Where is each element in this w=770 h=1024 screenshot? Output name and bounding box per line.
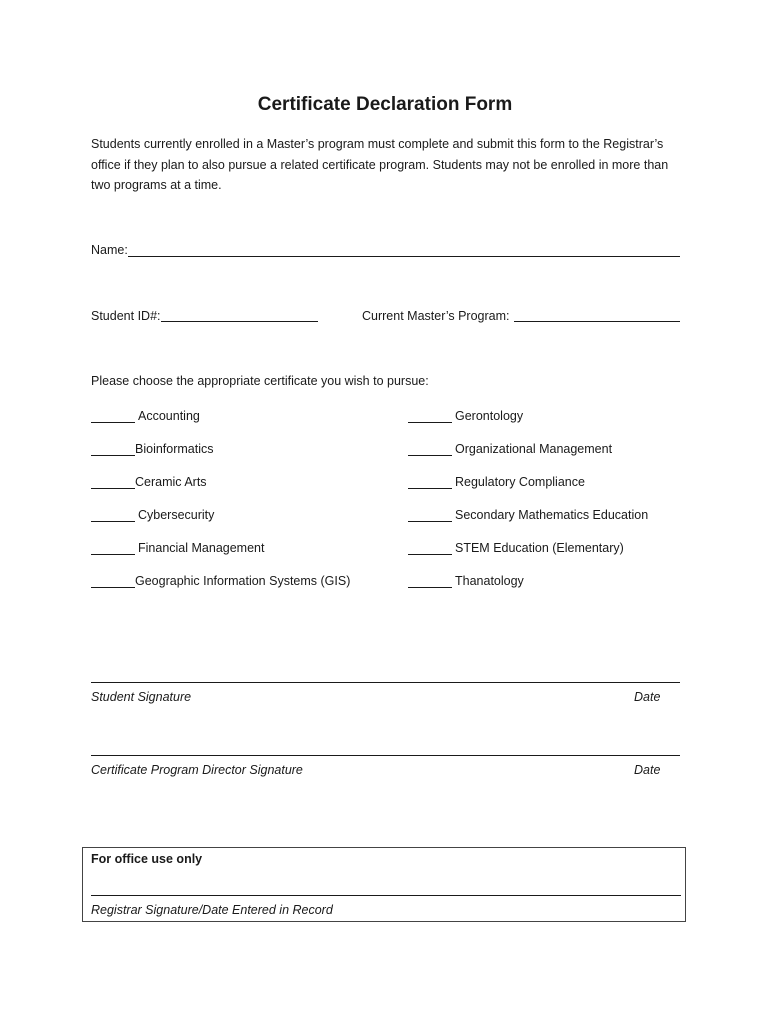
option-bioinformatics[interactable]	[91, 440, 214, 456]
checkbox-blank[interactable]	[91, 442, 135, 456]
checkbox-blank[interactable]	[91, 508, 135, 522]
student-signature-line[interactable]	[91, 682, 680, 683]
option-gis[interactable]	[91, 572, 350, 588]
current-program-label: Current Master’s Program:	[362, 309, 510, 323]
option-label: Ceramic Arts	[135, 475, 207, 489]
option-label: Cybersecurity	[138, 508, 215, 522]
director-signature-line[interactable]	[91, 755, 680, 756]
intro-paragraph: Students currently enrolled in a Master’s program must complete and submit this form to the Registrar’s office if they plan to also pursue a related certificate program. Students may not be enrolled in more than two programs at a time.	[91, 137, 669, 192]
option-label: Thanatology	[455, 574, 524, 588]
checkbox-blank[interactable]	[91, 475, 135, 489]
checkbox-blank[interactable]	[408, 475, 452, 489]
name-field-line[interactable]	[128, 256, 680, 257]
director-signature-label: Certificate Program Director Signature	[91, 763, 303, 777]
option-label: Secondary Mathematics Education	[455, 508, 649, 522]
option-label: Financial Management	[138, 541, 265, 555]
name-label: Name:	[91, 243, 128, 257]
option-label: Accounting	[138, 409, 200, 423]
current-program-field-line[interactable]	[514, 321, 680, 322]
form-title: Certificate Declaration Form	[257, 94, 513, 115]
checkbox-blank[interactable]	[408, 508, 452, 522]
registrar-signature-line[interactable]	[91, 895, 681, 896]
option-organizational-management[interactable]	[408, 440, 612, 456]
option-label: Regulatory Compliance	[455, 475, 585, 489]
checkbox-blank[interactable]	[408, 574, 452, 588]
director-date-label: Date	[634, 763, 661, 777]
option-label: Bioinformatics	[135, 442, 214, 456]
student-id-label: Student ID#:	[91, 309, 161, 323]
option-stem-education[interactable]	[408, 539, 624, 555]
option-label: Gerontology	[455, 409, 524, 423]
option-label: Organizational Management	[455, 442, 613, 456]
checkbox-blank[interactable]	[408, 442, 452, 456]
student-date-label: Date	[634, 690, 661, 704]
option-ceramic-arts[interactable]	[91, 473, 207, 489]
option-accounting[interactable]	[91, 407, 200, 423]
office-use-box	[82, 847, 686, 922]
option-financial-management[interactable]	[91, 539, 264, 555]
student-id-field-line[interactable]	[161, 321, 318, 322]
checkbox-blank[interactable]	[91, 541, 135, 555]
checkbox-blank[interactable]	[408, 409, 452, 423]
option-label: Geographic Information Systems (GIS)	[135, 574, 351, 588]
checkbox-blank[interactable]	[408, 541, 452, 555]
student-signature-label: Student Signature	[91, 690, 192, 704]
choose-certificate-prompt: Please choose the appropriate certificate you wish to pursue:	[91, 374, 429, 388]
registrar-signature-label: Registrar Signature/Date Entered in Record	[91, 903, 333, 917]
checkbox-blank[interactable]	[91, 574, 135, 588]
option-gerontology[interactable]	[408, 407, 523, 423]
option-secondary-mathematics-education[interactable]	[408, 506, 648, 522]
option-cybersecurity[interactable]	[91, 506, 214, 522]
option-label: STEM Education (Elementary)	[455, 541, 624, 555]
option-thanatology[interactable]	[408, 572, 524, 588]
office-use-title: For office use only	[91, 852, 203, 866]
checkbox-blank[interactable]	[91, 409, 135, 423]
option-regulatory-compliance[interactable]	[408, 473, 585, 489]
